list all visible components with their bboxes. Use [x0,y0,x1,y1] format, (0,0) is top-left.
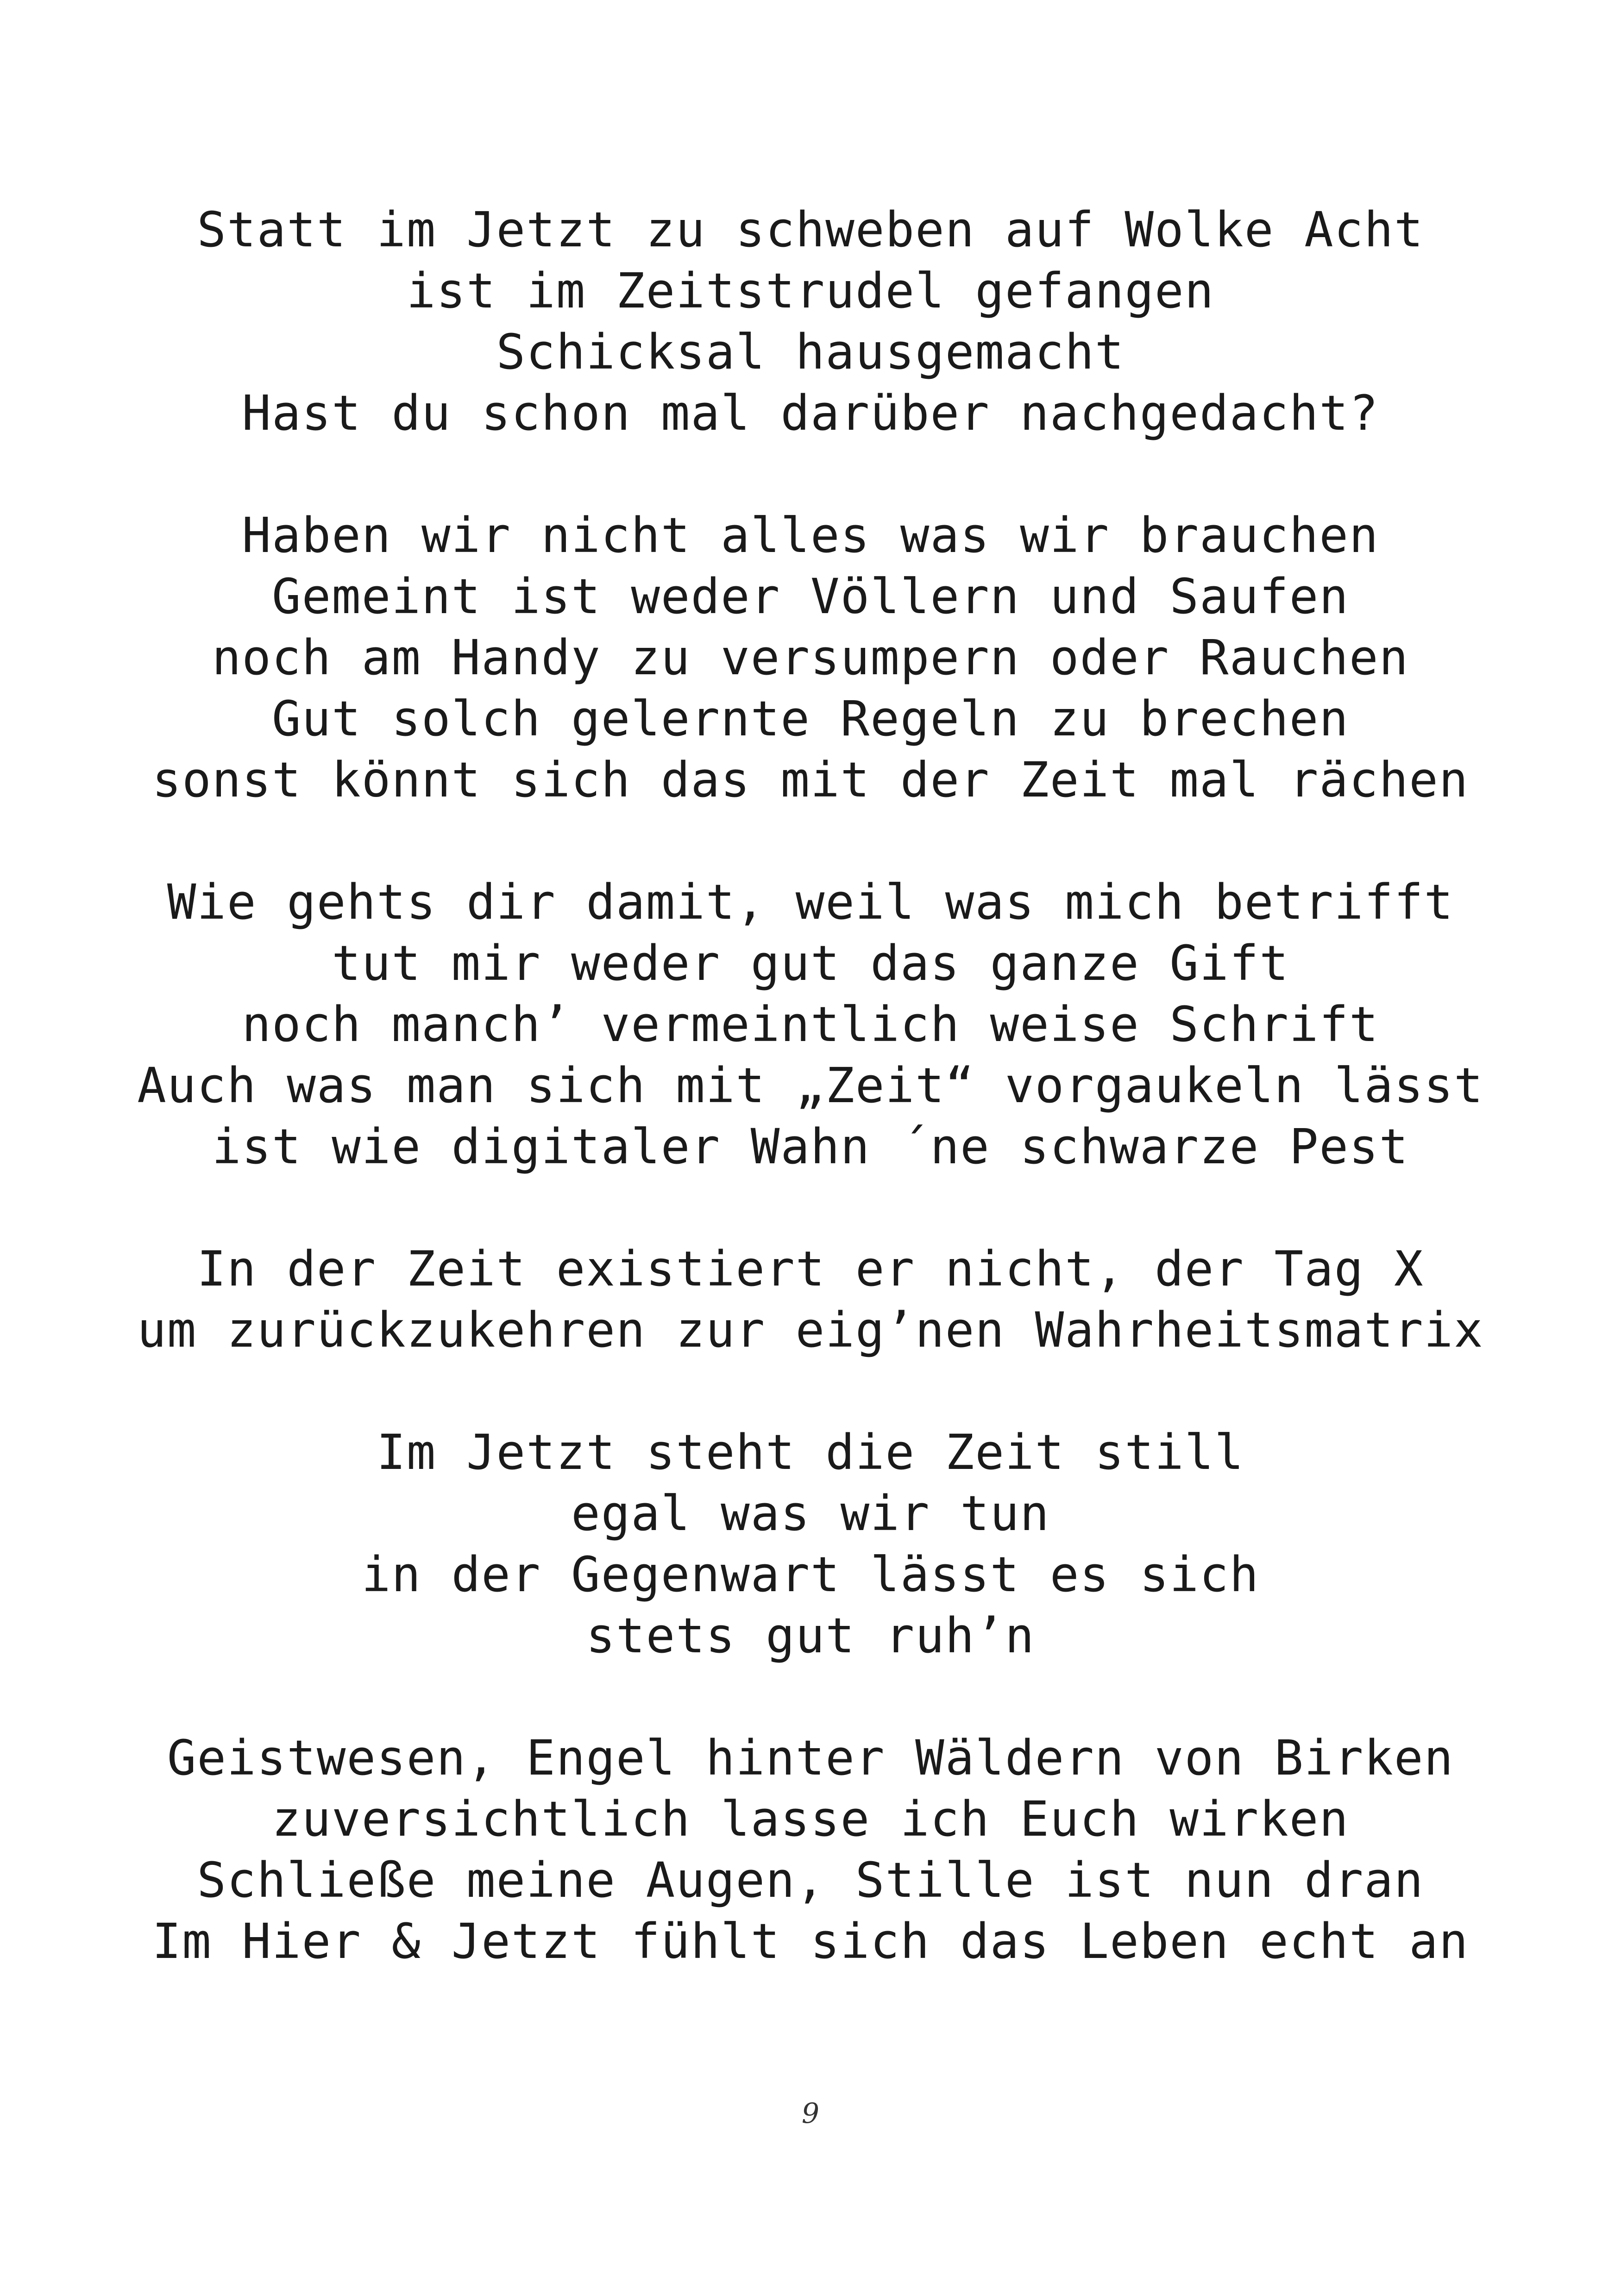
stanza-4 [0,1238,1621,1361]
poem-line: sonst könnt sich das mit der Zeit mal rächen [152,752,1469,808]
poem-line: Schließe meine Augen, Stille ist nun dran [197,1852,1424,1908]
poem-line: in der Gegenwart lässt es sich [361,1546,1260,1603]
stanza-2 [0,505,1621,810]
poem-line: Schicksal hausgemacht [496,324,1125,380]
poem-line: um zurückzukehren zur eig’nen Wahrheitsmatrix [137,1302,1484,1358]
poem-line: Im Hier & Jetzt fühlt sich das Leben echt an [152,1913,1469,1970]
poem-line: Auch was man sich mit „Zeit“ vorgaukeln lässt [137,1057,1484,1114]
poem-line: Hast du schon mal darüber nachgedacht? [242,385,1379,441]
poem-line: Gut solch gelernte Regeln zu brechen [271,690,1350,747]
stanza-3 [0,872,1621,1177]
poem-line: egal was wir tun [571,1485,1050,1542]
page-number: 9 [801,2097,820,2130]
poem-line: In der Zeit existiert er nicht, der Tag X [197,1241,1424,1297]
poem-line: Wie gehts dir damit, weil was mich betrifft [167,874,1454,930]
poem-line: Statt im Jetzt zu schweben auf Wolke Acht [197,201,1424,258]
poem-line: Geistwesen, Engel hinter Wäldern von Birken [167,1730,1454,1786]
poem-line: tut mir weder gut das ganze Gift [332,935,1289,991]
poem-line: stets gut ruh’n [586,1607,1035,1664]
poem-line: ist im Zeitstrudel gefangen [406,263,1215,319]
poem-line: zuversichtlich lasse ich Euch wirken [271,1791,1350,1847]
poem-line: Haben wir nicht alles was wir brauchen [242,507,1379,564]
poem-line: Im Jetzt steht die Zeit still [377,1424,1244,1480]
poem-line: noch manch’ vermeintlich weise Schrift [242,996,1379,1053]
poem-line: ist wie digitaler Wahn ´ne schwarze Pest [212,1118,1409,1175]
poem [0,199,1621,1972]
stanza-1 [0,199,1621,444]
stanza-6 [0,1727,1621,1972]
poem-line: noch am Handy zu versumpern oder Rauchen [212,629,1409,686]
stanza-5 [0,1422,1621,1666]
poem-line: Gemeint ist weder Völlern und Saufen [271,568,1350,625]
